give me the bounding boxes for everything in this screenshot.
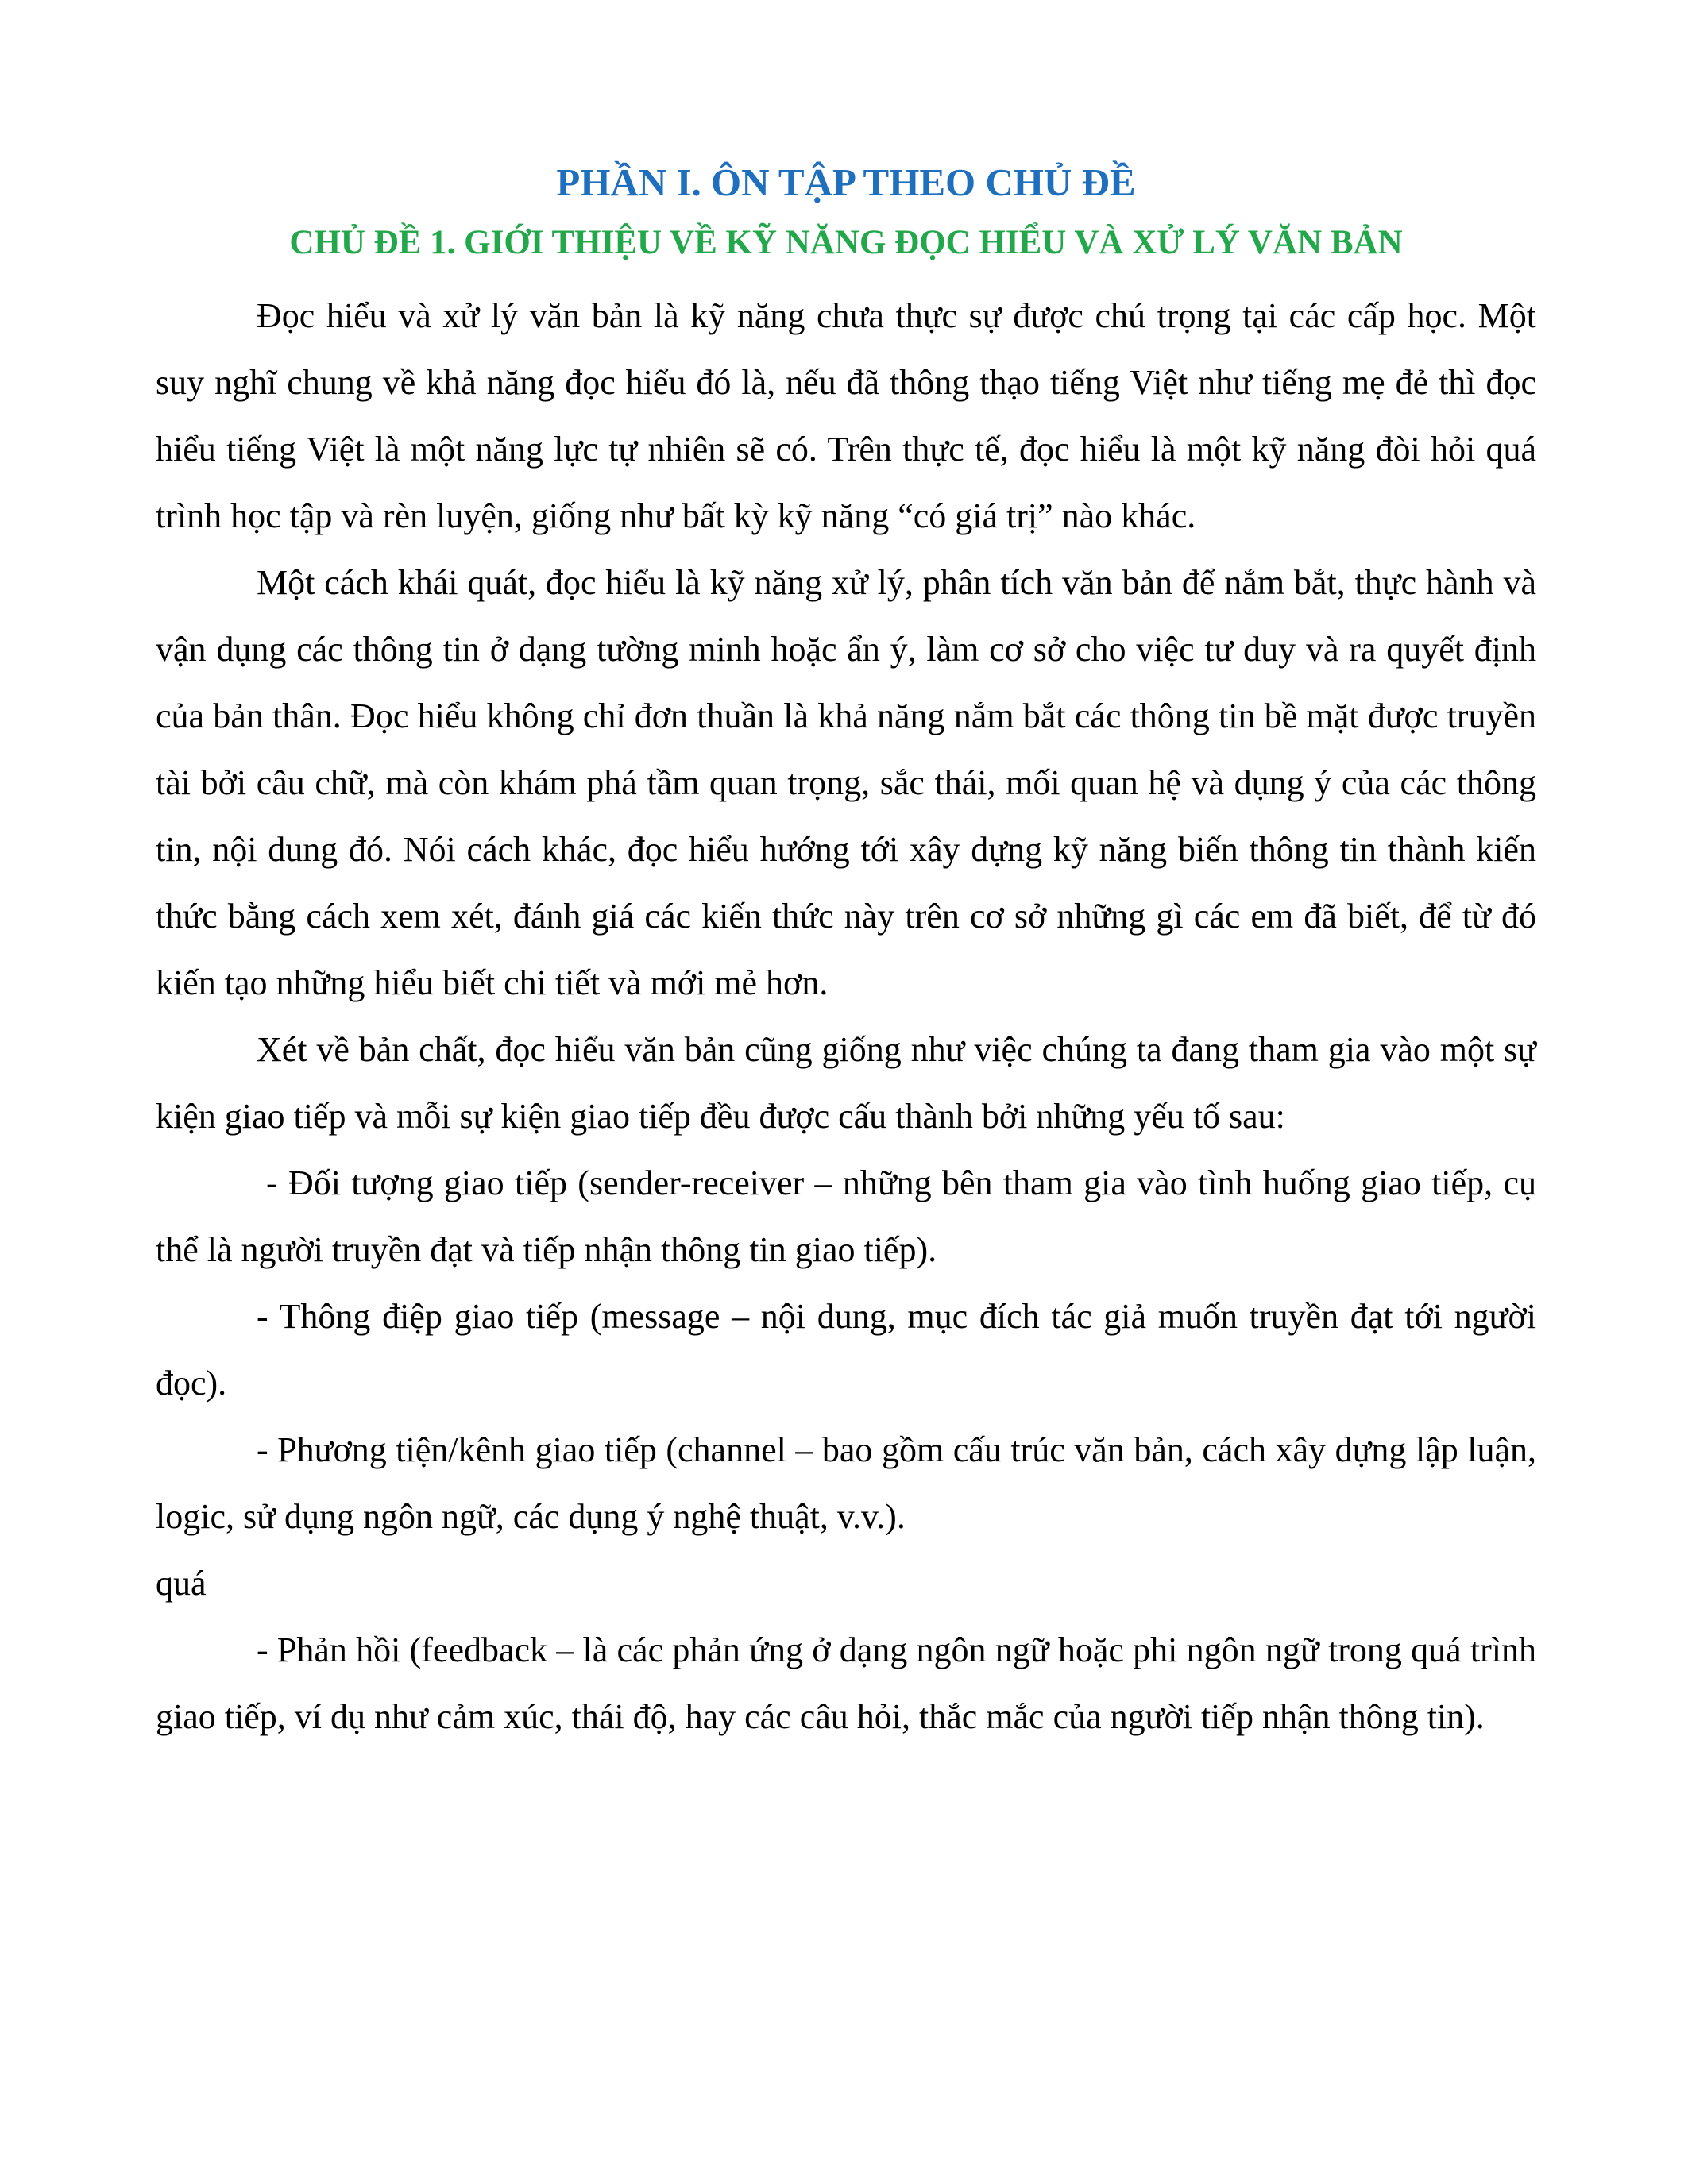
list-item-channel: - Phương tiện/kênh giao tiếp (channel – bao gồm cấu trúc văn bản, cách xây dựng lập luận, logic, sử dụng ngôn ngữ, các dụng ý nghệ thuật, v.v.). <box>156 1430 1536 1536</box>
paragraph-intro: Đọc hiểu và xử lý văn bản là kỹ năng chưa thực sự được chú trọng tại các cấp học. Một suy nghĩ chung về khả năng đọc hiểu đó là, nếu đã thông thạo tiếng Việt như tiếng mẹ đẻ thì đọc hiểu tiếng Việt là một năng lực tự nhiên sẽ có. Trên thực tế, đọc hiểu là một kỹ năng đòi hỏi quá trình học tập và rèn luyện, giống như bất kỳ kỹ năng “có giá trị” nào khác. <box>156 296 1536 535</box>
list-item-feedback: - Phản hồi (feedback – là các phản ứng ở dạng ngôn ngữ hoặc phi ngôn ngữ trong quá trình giao tiếp, ví dụ như cảm xúc, thái độ, hay các câu hỏi, thắc mắc của người tiếp nhận thông tin). <box>156 1630 1536 1736</box>
stray-text-line: quá <box>156 1564 207 1603</box>
paragraph-definition: Một cách khái quát, đọc hiểu là kỹ năng xử lý, phân tích văn bản để nắm bắt, thực hành và vận dụng các thông tin ở dạng tường minh hoặc ẩn ý, làm cơ sở cho việc tư duy và ra quyết định của bản thân. Đọc hiểu không chỉ đơn thuần là khả năng nắm bắt các thông tin bề mặt được truyền tài bởi câu chữ, mà còn khám phá tầm quan trọng, sắc thái, mối quan hệ và dụng ý của các thông tin, nội dung đó. Nói cách khác, đọc hiểu hướng tới xây dựng kỹ năng biến thông tin thành kiến thức bằng cách xem xét, đánh giá các kiến thức này trên cơ sở những gì các em đã biết, để từ đó kiến tạo những hiểu biết chi tiết và mới mẻ hơn. <box>156 563 1536 1002</box>
list-item-sender-receiver: - Đối tượng giao tiếp (sender-receiver – những bên tham gia vào tình huống giao tiếp, cụ thể là người truyền đạt và tiếp nhận thông tin giao tiếp). <box>156 1163 1536 1269</box>
page-content <box>156 151 1536 1750</box>
part-title: PHẦN I. ÔN TẬP THEO CHỦ ĐỀ <box>556 160 1136 204</box>
paragraph-communication: Xét về bản chất, đọc hiểu văn bản cũng giống như việc chúng ta đang tham gia vào một sự kiện giao tiếp và mỗi sự kiện giao tiếp đều được cấu thành bởi những yếu tố sau: <box>156 1030 1536 1136</box>
list-item-message: - Thông điệp giao tiếp (message – nội dung, mục đích tác giả muốn truyền đạt tới người đọc). <box>156 1297 1536 1403</box>
topic-title: CHỦ ĐỀ 1. GIỚI THIỆU VỀ KỸ NĂNG ĐỌC HIỂU VÀ XỬ LÝ VĂN BẢN <box>289 224 1403 261</box>
